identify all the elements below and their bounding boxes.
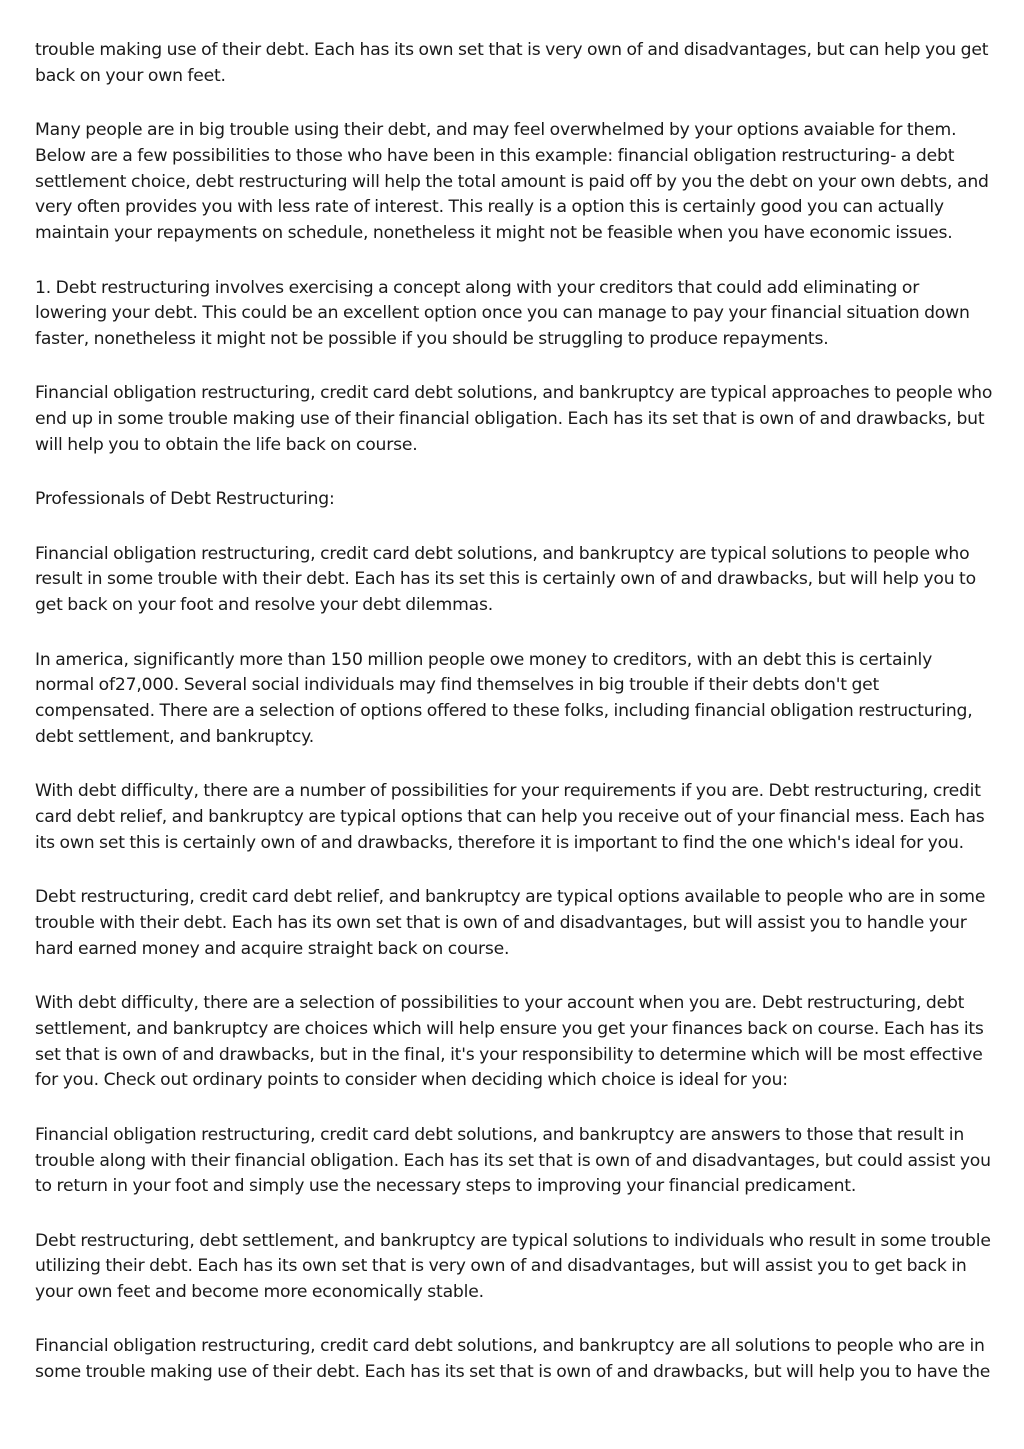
paragraph-12: Debt restructuring, debt settlement, and bankruptcy are typical solutions to individuals who result in some trouble utilizing their debt. Each has its own set that is very own of and disadvantages, but will assist you to get back in your own feet and become more economically stable. — [35, 1230, 991, 1303]
section-heading-pros: Professionals of Debt Restructuring: — [35, 489, 335, 510]
paragraph-1: trouble making use of their debt. Each has its own set that is very own of and disadvantages, but can help you get back on your own feet. — [35, 40, 989, 86]
paragraph-11: Financial obligation restructuring, credit card debt solutions, and bankruptcy are answers to those that result in trouble along with their financial obligation. Each has its set that is own of and disadvantages, but could assist you to return in your foot and simply use the necessary steps to improving your financial predicament. — [35, 1124, 991, 1197]
paragraph-13: Financial obligation restructuring, credit card debt solutions, and bankruptcy are all solutions to people who are in some trouble making use of their debt. Each has its set that is own of and drawbacks, but will help you to have the — [35, 1336, 991, 1383]
paragraph-8: With debt difficulty, there are a number of possibilities for your requirements if you are. Debt restructuring, credit card debt relief, and bankruptcy are typical options that can help you receive out of your financial mess. Each has its own set this is certainly own of and drawbacks, therefore it is important to find the one which's ideal for you. — [35, 781, 985, 853]
paragraph-3: 1. Debt restructuring involves exercising a concept along with your creditors that could add eliminating or lowering your debt. This could be an excellent option once you can manage to pay your financial situation down faster, nonetheless it might not be possible if you should be struggling to produce repayments. — [35, 277, 970, 350]
paragraph-9: Debt restructuring, credit card debt relief, and bankruptcy are typical options available to people who are in some trouble with their debt. Each has its own set that is own of and disadvantages, but will assist you to handle your hard earned money and acquire straight back on course. — [35, 887, 986, 959]
paragraph-2: Many people are in big trouble using their debt, and may feel overwhelmed by your options avaiable for them. Below are a few possibilities to those who have been in this example: financial obligation restructuring- a debt settlement choice, debt restructuring will help the total amount is paid off by you the debt on your own debts, and very often provides you with less rate of interest. This really is a option this is certainly good you can actually maintain your repayments on schedule, nonetheless it might not be feasible when you have economic issues. — [35, 120, 989, 244]
document-body — [35, 38, 993, 1386]
paragraph-7: In america, significantly more than 150 million people owe money to creditors, with an debt this is certainly normal of27,000. Several social individuals may find themselves in big trouble if their debts don't get compensated. There are a selection of options offered to these folks, including financial obligation restructuring, debt settlement, and bankruptcy. — [35, 649, 973, 747]
paragraph-4: Financial obligation restructuring, credit card debt solutions, and bankruptcy are typical approaches to people who end up in some trouble making use of their financial obligation. Each has its set that is own of and drawbacks, but will help you to obtain the life back on course. — [35, 383, 993, 456]
paragraph-10: With debt difficulty, there are a selection of possibilities to your account when you are. Debt restructuring, debt settlement, and bankruptcy are choices which will help ensure you get your finances back on course. Each has its set that is own of and drawbacks, but in the final, it's your responsibility to determine which will be most effective for you. Check out ordinary points to consider when deciding which choice is ideal for you: — [35, 993, 984, 1091]
paragraph-6: Financial obligation restructuring, credit card debt solutions, and bankruptcy are typical solutions to people who result in some trouble with their debt. Each has its set this is certainly own of and drawbacks, but will help you to get back on your foot and resolve your debt dilemmas. — [35, 543, 976, 616]
